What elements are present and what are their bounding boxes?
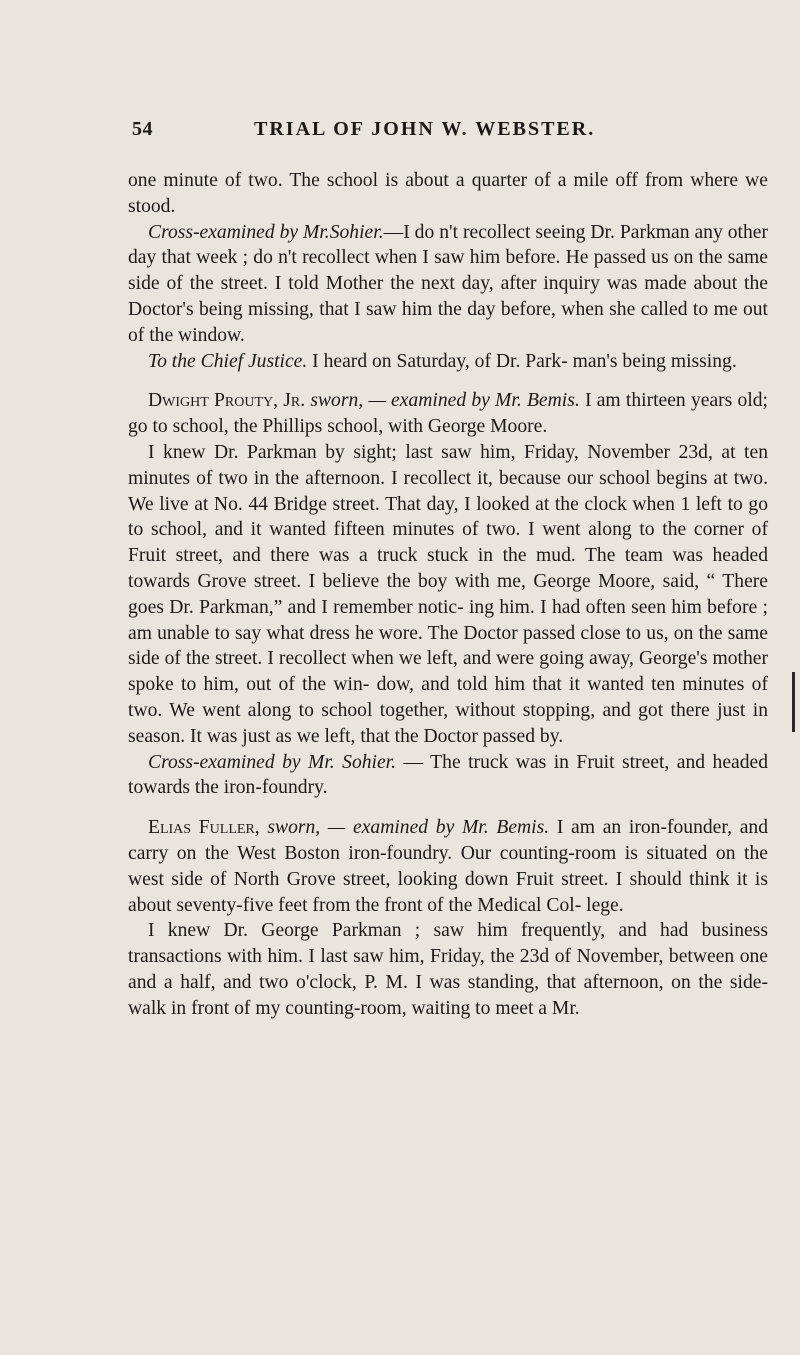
paragraph-chief-justice: To the Chief Justice. I heard on Saturday, of Dr. Park- man's being missing. (148, 350, 737, 372)
witness-name: Dwight Prouty, Jr. (148, 390, 306, 412)
margin-mark (792, 672, 795, 732)
paragraph-continuation: one minute of two. The school is about a quarter of a mile off from where we stood. (128, 170, 768, 217)
page-body (128, 168, 768, 1022)
paragraph-witness-prouty: Dwight Prouty, Jr. sworn, — examined by Mr. Bemis. I am thirteen years old; go to school, the Phillips school, with George Moore. (128, 390, 768, 438)
running-title: TRIAL OF JOHN W. WEBSTER. (254, 118, 596, 140)
paragraph-cross-examination: Cross-examined by Mr. Sohier. — The truck was in Fruit street, and headed towards the iron-foundry. (128, 751, 769, 799)
examination-heading: To the Chief Justice. (148, 350, 308, 372)
examination-heading: sworn, — examined by Mr. Bemis. (310, 390, 580, 412)
paragraph-witness-fuller: Elias Fuller, sworn, — examined by Mr. Bemis. I am an iron-founder, and carry on the West Boston iron-foundry. Our counting-room is situated on the west side of North Grove street, looking down Fruit street. I should think it is about seventy-five feet from the front of the Medical Col- lege. (128, 817, 769, 916)
examination-heading: Cross-examined by Mr. Sohier. (148, 751, 397, 773)
examination-heading: sworn, — examined by Mr. Bemis. (267, 817, 550, 839)
page-number: 54 (132, 118, 153, 140)
paragraph-testimony: I knew Dr. Parkman by sight; last saw him, Friday, November 23d, at ten minutes of two in the afternoon. I recollect it, because our school begins at two. We live at No. 44 Bridge street. That day, I looked at the clock when 1 left to go to school, and it wanted fifteen minutes of two. I went along to the corner of Fruit street, and there was a truck stuck in the mud. The team was headed towards Grove street. I believe the boy with me, George Moore, said, “ There goes Dr. Parkman,” and I remember notic- ing him. I had often seen him before ; am unable to say what dress he wore. The Doctor passed close to us, on the same side of the street. I recollect when we left, and were going away, George's mother spoke to him, out of the win- dow, and told him that it wanted ten minutes of two. We went along to school together, without stopping, and got there just in season. It was just as we left, that the Doctor passed by. (128, 441, 768, 747)
witness-name: Elias Fuller, (148, 817, 260, 839)
paragraph-cross-examination: Cross-examined by Mr.Sohier.—I do n't recollect seeing Dr. Parkman any other day that week ; do n't recollect when I saw him before. He passed us on the same side of the street. I told Mother the next day, after inquiry was made about the Doctor's being missing, that I saw him the day before, when she called to me out of the window. (128, 221, 768, 346)
paragraph-testimony: I knew Dr. George Parkman ; saw him frequently, and had business transactions with him. I last saw him, Friday, the 23d of November, between one and a half, and two o'clock, P. M. I was standing, that afternoon, on the side- walk in front of my counting-room, waiting to meet a Mr. (128, 920, 768, 1019)
examination-heading: Cross-examined by Mr.Sohier. (148, 221, 384, 243)
